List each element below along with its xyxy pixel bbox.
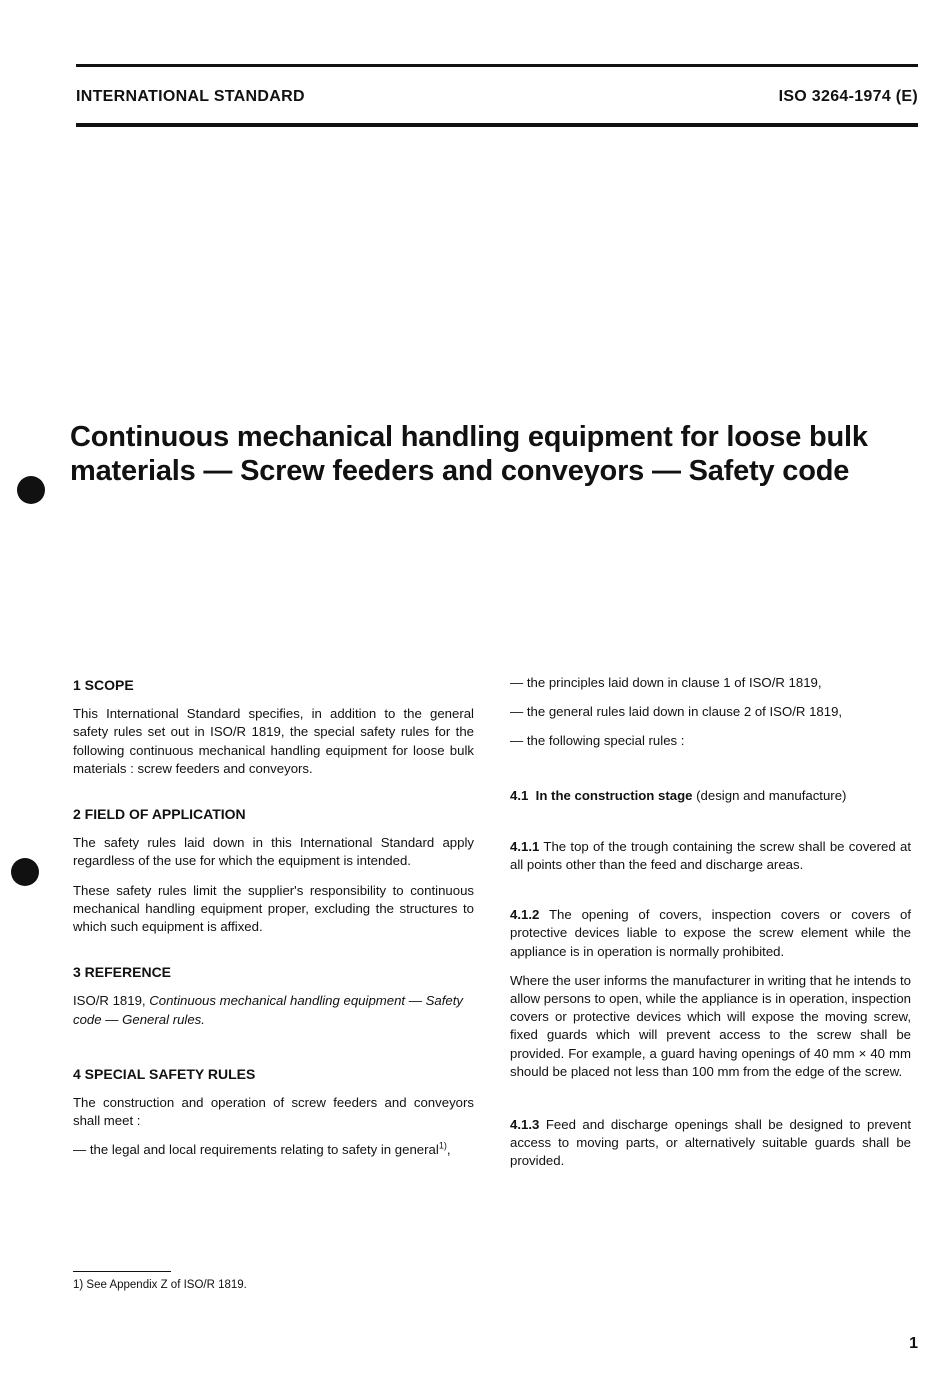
clause-number: 4.1.1 [510, 838, 540, 854]
footnote: 1) See Appendix Z of ISO/R 1819. [73, 1279, 247, 1291]
document-type-label: INTERNATIONAL STANDARD [76, 88, 305, 105]
standard-number: ISO 3264-1974 (E) [778, 88, 918, 105]
footnote-rule [73, 1271, 171, 1272]
clause-text: Feed and discharge openings shall be designed to prevent access to moving parts, or alternatively suitable guards shall be provided. [510, 1117, 911, 1169]
title-line-1: Continuous mechanical handling equipment for loose bulk [70, 421, 868, 453]
margin-dot-icon [11, 858, 39, 886]
left-column [73, 676, 474, 1160]
document-title [70, 420, 910, 488]
right-column [510, 674, 911, 1171]
special-rules-intro: The construction and operation of screw feeders and conveyors shall meet : [73, 1095, 474, 1129]
list-item-text: — the legal and local requirements relating to safety in general [73, 1142, 439, 1158]
clause-4-1-2 [510, 906, 911, 961]
clause-4-1-3 [510, 1116, 911, 1171]
margin-dot-icon [17, 476, 45, 504]
list-item: — the following special rules : [510, 733, 685, 749]
section-heading-special-rules: 4 SPECIAL SAFETY RULES [73, 1065, 256, 1082]
subsection-qualifier: (design and manufacture) [692, 787, 847, 803]
list-item [73, 1141, 474, 1159]
list-item: — the general rules laid down in clause 2 of ISO/R 1819, [510, 704, 843, 720]
clause-text: The opening of covers, inspection covers or covers of protective devices liable to expose the screw element while the appliance is in operation is normally prohibited. [510, 907, 911, 959]
subsection-number: 4.1 [510, 787, 529, 803]
field-paragraph-1: The safety rules laid down in this International Standard apply regardless of the use for which the equipment is intended. [73, 835, 474, 869]
scope-text: This International Standard specifies, in addition to the general safety rules set out in ISO/R 1819, the special safety rules for the following continuous mechanical handling equipment for loose bulk materials : screw feeders and conveyors. [73, 706, 474, 776]
title-line-2: materials — Screw feeders and conveyors — Safety code [70, 455, 850, 487]
subsection-title: In the construction stage [535, 787, 693, 803]
reference-code: ISO/R 1819, [73, 993, 150, 1009]
footnote-marker: 1) [438, 1141, 447, 1152]
list-item: — the principles laid down in clause 1 of ISO/R 1819, [510, 675, 822, 690]
subsection-4-1 [510, 787, 911, 805]
section-heading-reference: 3 REFERENCE [73, 964, 172, 981]
reference-text [73, 992, 474, 1028]
clause-text: The top of the trough containing the screw shall be covered at all points other than the feed and discharge areas. [510, 838, 911, 873]
clause-4-1-1 [510, 838, 911, 874]
clause-number: 4.1.2 [510, 907, 540, 923]
section-heading-field: 2 FIELD OF APPLICATION [73, 806, 246, 823]
section-heading-scope: 1 SCOPE [73, 677, 134, 693]
header-top-rule [76, 64, 918, 67]
list-item-punctuation: , [446, 1142, 451, 1158]
clause-number: 4.1.3 [510, 1117, 540, 1133]
reference-title: Continuous mechanical handling equipment — Safety code — General rules. [73, 993, 463, 1027]
field-paragraph-2: These safety rules limit the supplier's responsibility to continuous mechanical handling equipment proper, excluding the structures to which such equipment is affixed. [73, 882, 474, 935]
clause-4-1-2-paragraph-2: Where the user informs the manufacturer in writing that he intends to allow persons to open, while the appliance is in operation, inspection covers or protective devices which will expose the moving screw, fixed guards which will prevent access to the screw shall be provided. For example, a guard having openings of 40 mm × 40 mm should be placed not less than 100 mm from the edge of the screw. [510, 972, 911, 1079]
page-number: 1 [909, 1335, 918, 1352]
header-bottom-rule [76, 123, 918, 127]
